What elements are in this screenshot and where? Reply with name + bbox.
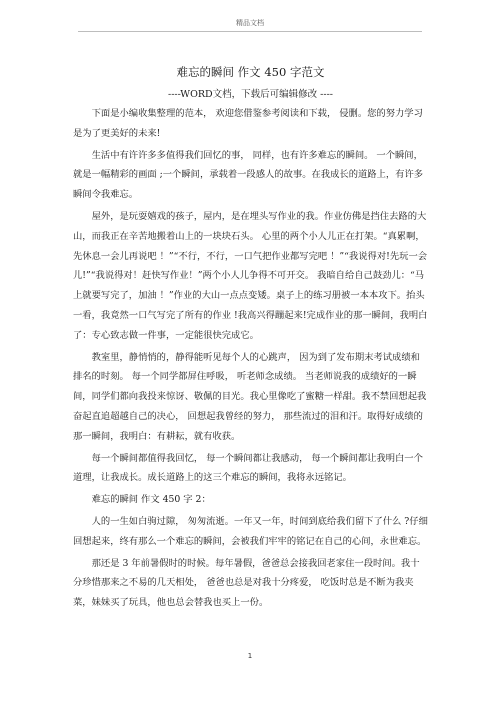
paragraph: 屋外，是玩耍嬉戏的孩子，屋内，是在埋头写作业的我。作业仿佛是挡住去路的大山，而我正在辛苦地搬着山上的一块块石头。 心里的两个小人儿正在打架。“真累啊，先休息一会儿再说吧 ！”“不行，不行，一口气把作业都写完吧 ！”“我说得对!先玩一会儿!”“我说得对！赶快写作业！”两个小人儿争得不可开交。 我暗自给自己鼓劲儿：“马上就要写完了，加油 ！”作业的大山一点点变矮。桌子上的练习册被一本本攻下。抬头一看，我竟然一口气写完了所有的作业 !我高兴得蹦起来!完成作业的那一瞬间，我明白了：专心致志做一件事，一定能很快完成它。 xyxy=(73,210,428,341)
paragraph: 下面是小编收集整理的范本， 欢迎您借鉴参考阅读和下载， 侵删。您的努力学习是为了更美好的未来! xyxy=(73,108,423,139)
paragraph: 生活中有许许多多值得我们回忆的事， 同样，也有许多难忘的瞬间。 一个瞬间，就是一幅精彩的画面 ;一个瞬间，承载着一段感人的故事。在我成长的道路上，有许多瞬间令我难忘。 xyxy=(73,149,424,201)
paragraph: 教室里，静悄悄的，静得能听见每个人的心跳声， 因为到了发布期末考试成绩和排名的时刻。 每一个同学都屏住呼吸， 听老师念成绩。 当老师说我的成绩好的一瞬间，同学们都向我投来惊讶、敬佩的目光。我心里像吃了蜜糖一样甜。我不禁回想起我奋起直追超越自己的决心， 回想起我曾经的努力， 那些流过的泪和汗。取得好成绩的那一瞬间，我明白：有耕耘，就有收获。 xyxy=(73,351,427,442)
header-label: 精品文档 xyxy=(236,19,264,27)
document-title: 难忘的瞬间 作文 450 字范文 xyxy=(176,65,325,79)
paragraph: 那还是 3 年前暑假时的时候。每年暑假，爸爸总会接我回老家住一段时间。我十分珍惜那来之不易的几天相处， 爸爸也总是对我十分疼爱， 吃饭时总是不断为我夹菜，妹妹买了玩具，他也总会替我也买上一份。 xyxy=(73,557,420,609)
paragraph: 人的一生如白驹过隙， 匆匆流逝。一年又一年，时间到底给我们留下了什么 ?仔细回想起来，终有那么一个难忘的瞬间，会被我们牢牢的铭记在自己的心间，永世难忘。 xyxy=(73,515,428,547)
paragraph: 每一个瞬间都值得我回忆， 每一个瞬间都让我感动， 每一个瞬间都让我明白一个道理，让我成长。成长道路上的这三个难忘的瞬间，我将永远铭记。 xyxy=(73,452,423,484)
section-heading: 难忘的瞬间 作文 450 字 2： xyxy=(91,494,211,506)
page-number: 1 xyxy=(247,652,253,660)
document-body xyxy=(73,64,428,613)
document-subtitle: ----WORD文档，下载后可编辑修改 ---- xyxy=(167,89,333,100)
header-divider xyxy=(78,31,422,32)
